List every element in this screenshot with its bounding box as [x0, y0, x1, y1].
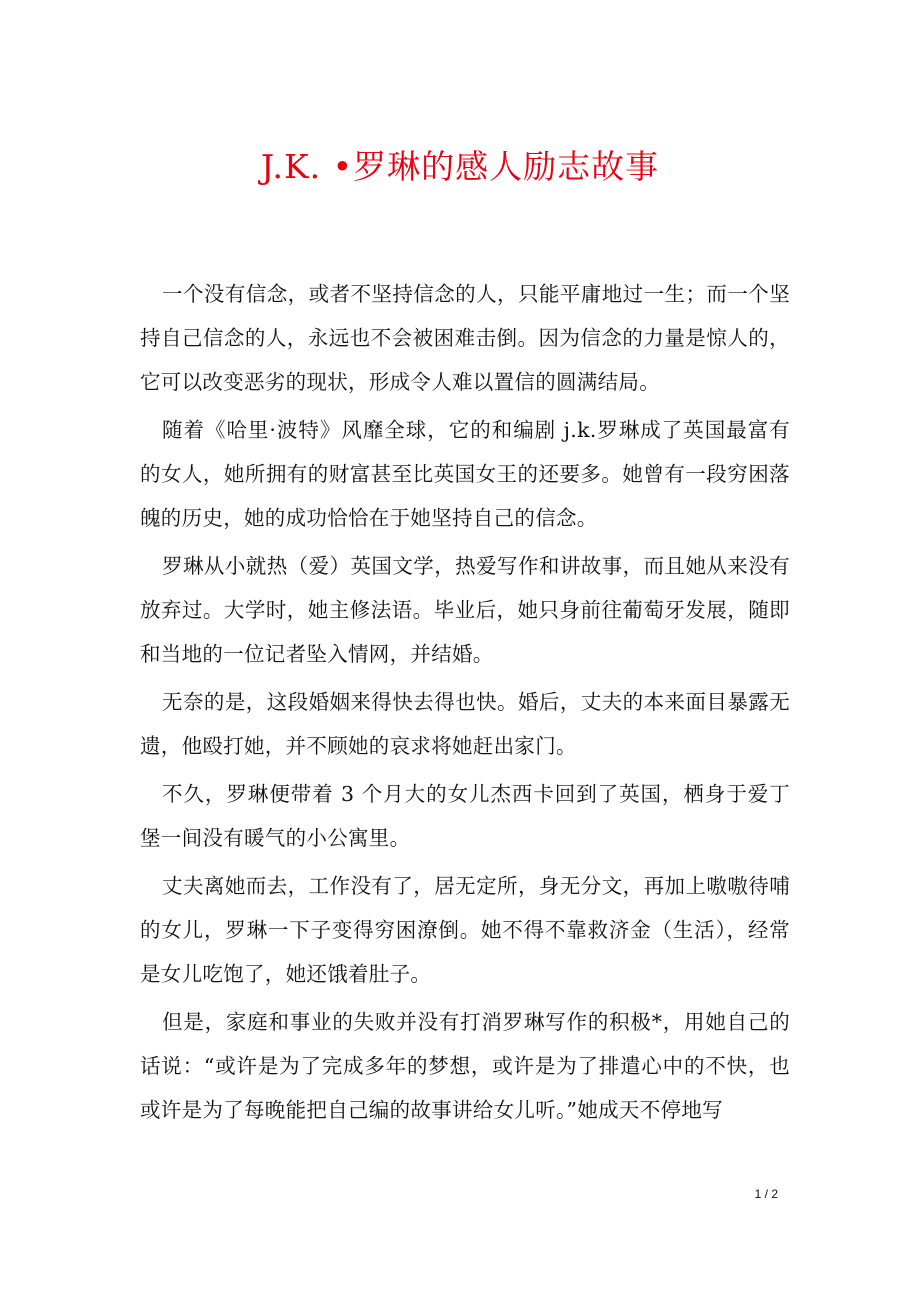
paragraph: 罗琳从小就热（爱）英国文学，热爱写作和讲故事，而且她从来没有放弃过。大学时，她主修法语。毕业后，她只身前往葡萄牙发展，随即和当地的一位记者坠入情网，并结婚。	[140, 554, 790, 666]
paragraph: 丈夫离她而去，工作没有了，居无定所，身无分文，再加上嗷嗷待哺的女儿，罗琳一下子变得穷困潦倒。她不得不靠救济金（生活），经常是女儿吃饱了，她还饿着肚子。	[140, 874, 790, 986]
paragraph: 一个没有信念，或者不坚持信念的人，只能平庸地过一生；而一个坚持自己信念的人，永远也不会被困难击倒。因为信念的力量是惊人的，它可以改变恶劣的现状，形成令人难以置信的圆满结局。	[140, 282, 790, 394]
document-body	[140, 272, 790, 1136]
paragraph: 无奈的是，这段婚姻来得快去得也快。婚后，丈夫的本来面目暴露无遗，他殴打她，并不顾她的哀求将她赶出家门。	[140, 690, 790, 758]
page-number: 1 / 2	[754, 1187, 778, 1201]
paragraph: 不久，罗琳便带着 3 个月大的女儿杰西卡回到了英国，栖身于爱丁堡一间没有暖气的小公寓里。	[140, 782, 790, 850]
paragraph: 随着《哈里·波特》风靡全球，它的和编剧 j.k.罗琳成了英国最富有的女人，她所拥有的财富甚至比英国女王的还要多。她曾有一段穷困落魄的历史，她的成功恰恰在于她坚持自己的信念。	[140, 418, 790, 530]
document-title: J.K. •罗琳的感人励志故事	[260, 147, 660, 186]
paragraph: 但是，家庭和事业的失败并没有打消罗琳写作的积极*，用她自己的话说：“或许是为了完成多年的梦想，或许是为了排遣心中的不快，也或许是为了每晚能把自己编的故事讲给女儿听。”她成天不停地写	[140, 1010, 790, 1122]
